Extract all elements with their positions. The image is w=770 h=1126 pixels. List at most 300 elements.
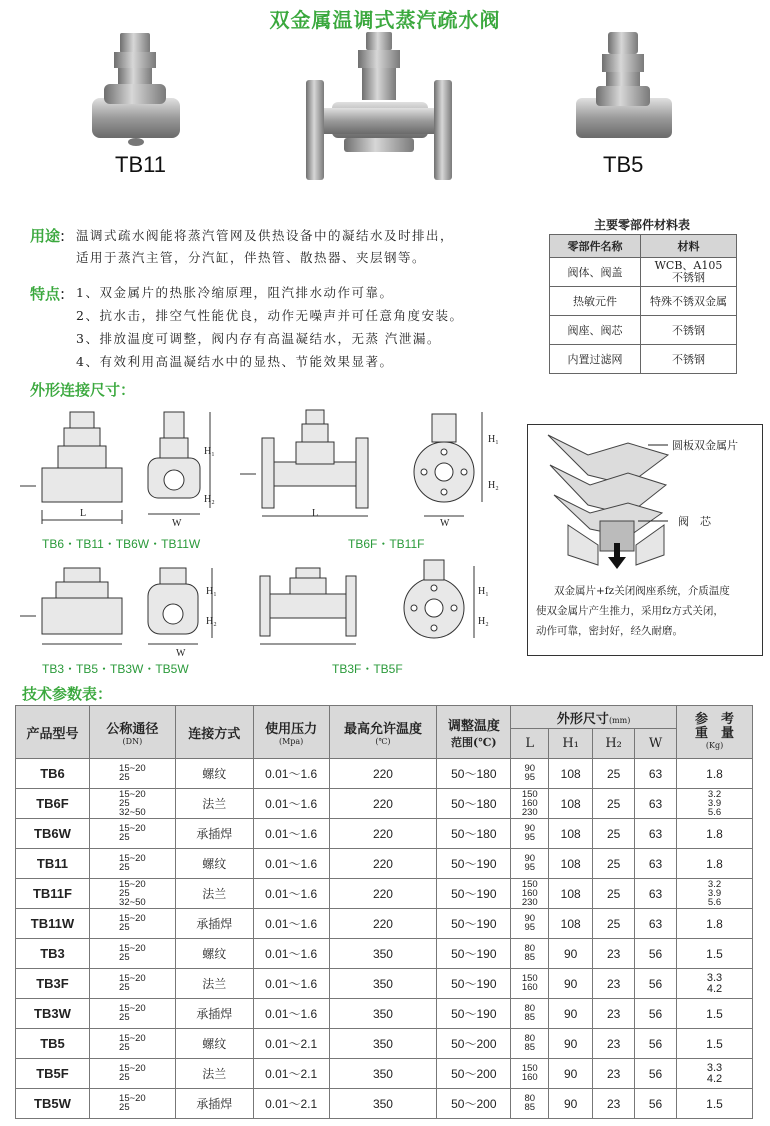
spec-header-w: W	[635, 729, 677, 759]
spec-dn	[89, 849, 175, 879]
spec-header-conn: 连接方式	[175, 706, 253, 759]
spec-header-dims-unit: (mm)	[608, 715, 631, 725]
spec-header-pressure	[253, 706, 329, 759]
tb5-photo	[576, 32, 672, 138]
spec-w: 56	[635, 1059, 677, 1089]
dim-l: L	[312, 508, 319, 519]
dim-h1: H₁	[488, 434, 499, 445]
spec-l-line: 160	[521, 1072, 538, 1083]
spec-weight-stack	[706, 857, 723, 871]
spec-header-weight	[677, 706, 753, 759]
spec-dn-line: 15~20	[119, 878, 146, 890]
spec-l-line: 150	[521, 973, 538, 984]
spec-maxtemp: 350	[329, 999, 437, 1029]
spec-l-stack	[522, 1064, 538, 1082]
features-label: 特点:	[30, 285, 66, 303]
spec-l-stack	[524, 944, 535, 962]
spec-header-pressure-text: 使用压力	[265, 721, 318, 737]
spec-dn-line: 25	[119, 982, 130, 993]
spec-weight-stack	[707, 1063, 722, 1085]
dim-h1: H₁	[478, 586, 489, 597]
spec-adjtemp: 50～180	[437, 789, 511, 819]
spec-l-line: 150	[521, 788, 538, 800]
spec-weight-stack	[708, 880, 721, 907]
spec-h1: 108	[549, 759, 593, 789]
spec-adjtemp: 50～190	[437, 909, 511, 939]
spec-h1: 90	[549, 969, 593, 999]
spec-dn	[89, 909, 175, 939]
spec-l	[511, 1029, 549, 1059]
spec-pressure: 0.01～1.6	[253, 759, 329, 789]
spec-h1: 108	[549, 819, 593, 849]
spec-header-adjtemp-text: 调整温度	[447, 718, 500, 734]
spec-l-line: 160	[521, 887, 538, 899]
materials-value	[641, 258, 737, 287]
spec-l-stack	[524, 914, 535, 932]
spec-w: 63	[635, 879, 677, 909]
spec-conn: 法兰	[175, 969, 253, 999]
spec-w: 63	[635, 789, 677, 819]
spec-pressure: 0.01～1.6	[253, 849, 329, 879]
spec-dn-stack	[119, 974, 146, 992]
spec-header-adjtemp	[437, 706, 511, 759]
spec-maxtemp: 220	[329, 759, 437, 789]
spec-l	[511, 819, 549, 849]
dim-h2: H₂	[478, 616, 489, 627]
spec-header-weight-unit: (Kg)	[705, 741, 724, 750]
spec-weight-line: 3.9	[707, 887, 722, 899]
spec-model: TB6	[16, 759, 90, 789]
spec-h1: 90	[549, 1089, 593, 1119]
label-core: 阀 芯	[678, 515, 711, 528]
spec-pressure: 0.01～1.6	[253, 999, 329, 1029]
spec-section-label: 技术参数表：	[22, 685, 113, 703]
spec-h1: 90	[549, 1059, 593, 1089]
spec-weight-line: 1.5	[706, 1006, 723, 1021]
spec-l-line: 95	[524, 862, 536, 873]
spec-h2: 25	[593, 819, 635, 849]
spec-dn	[89, 789, 175, 819]
spec-h1: 108	[549, 849, 593, 879]
spec-pressure: 0.01～1.6	[253, 879, 329, 909]
spec-model: TB11W	[16, 909, 90, 939]
spec-adjtemp: 50～190	[437, 939, 511, 969]
spec-maxtemp: 220	[329, 909, 437, 939]
page-title: 双金属温调式蒸汽疏水阀	[269, 8, 501, 32]
spec-dn-line: 15~20	[119, 788, 146, 800]
spec-conn: 法兰	[175, 789, 253, 819]
spec-h2: 23	[593, 969, 635, 999]
spec-w: 63	[635, 819, 677, 849]
dim-h2: H₂	[488, 480, 499, 491]
spec-dn-stack	[119, 944, 146, 962]
spec-adjtemp: 50～190	[437, 849, 511, 879]
dim-w: W	[172, 518, 182, 529]
spec-row	[16, 879, 753, 909]
spec-l-line: 85	[524, 1042, 536, 1053]
spec-model: TB3	[16, 939, 90, 969]
spec-weight-stack	[708, 790, 721, 817]
spec-adjtemp: 50～180	[437, 759, 511, 789]
spec-row	[16, 789, 753, 819]
spec-h2: 23	[593, 1059, 635, 1089]
spec-pressure: 0.01～1.6	[253, 789, 329, 819]
spec-weight	[677, 849, 753, 879]
caption-tb3: TB3・TB5・TB3W・TB5W	[42, 662, 189, 676]
spec-model: TB5W	[16, 1089, 90, 1119]
spec-weight	[677, 1029, 753, 1059]
spec-weight-line: 1.5	[706, 1096, 723, 1111]
spec-dn	[89, 939, 175, 969]
spec-l-stack	[524, 1034, 535, 1052]
spec-weight	[677, 999, 753, 1029]
spec-h1: 108	[549, 879, 593, 909]
cutaway-diagram	[527, 424, 763, 656]
spec-header-h1: H₁	[549, 729, 593, 759]
diagram-note-line: 动作可靠，密封好，经久耐磨。	[536, 625, 683, 637]
spec-dn-line: 25	[119, 772, 130, 783]
spec-row	[16, 819, 753, 849]
spec-model: TB6F	[16, 789, 90, 819]
spec-dn-stack	[119, 880, 146, 907]
spec-weight	[677, 789, 753, 819]
spec-w: 63	[635, 909, 677, 939]
spec-dn-stack	[119, 1094, 146, 1112]
spec-header-h2: H₂	[593, 729, 635, 759]
spec-conn: 螺纹	[175, 939, 253, 969]
spec-weight-line: 3.2	[707, 878, 722, 890]
dim-h1: H₁	[206, 586, 217, 597]
spec-pressure: 0.01～1.6	[253, 939, 329, 969]
spec-dn-stack	[119, 790, 146, 817]
spec-model: TB5F	[16, 1059, 90, 1089]
spec-weight	[677, 819, 753, 849]
photo-label-tb11: TB11	[115, 152, 166, 177]
spec-row	[16, 1029, 753, 1059]
spec-weight	[677, 879, 753, 909]
spec-header-dn-text: 公称通径	[106, 721, 159, 737]
materials-value: 不锈钢	[641, 316, 737, 345]
dims-section-label: 外形连接尺寸：	[30, 381, 136, 399]
spec-l	[511, 1059, 549, 1089]
diagram-notes	[536, 581, 758, 641]
spec-l-line: 90	[524, 913, 536, 924]
spec-maxtemp: 220	[329, 789, 437, 819]
spec-conn: 螺纹	[175, 849, 253, 879]
dim-l: L	[80, 508, 87, 519]
spec-conn: 法兰	[175, 1059, 253, 1089]
spec-dn-line: 15~20	[119, 973, 146, 984]
spec-dn-line: 32~50	[119, 806, 146, 818]
dim-h2: H₂	[204, 494, 215, 505]
spec-h2: 25	[593, 909, 635, 939]
spec-dn	[89, 969, 175, 999]
spec-dn-line: 15~20	[119, 1003, 146, 1014]
spec-conn: 螺纹	[175, 759, 253, 789]
spec-h1: 90	[549, 1029, 593, 1059]
spec-adjtemp: 50～200	[437, 1029, 511, 1059]
spec-maxtemp: 350	[329, 969, 437, 999]
spec-pressure: 0.01～2.1	[253, 1059, 329, 1089]
spec-header-dims	[511, 706, 677, 729]
spec-pressure: 0.01～2.1	[253, 1089, 329, 1119]
spec-adjtemp: 50～190	[437, 999, 511, 1029]
spec-model: TB11F	[16, 879, 90, 909]
spec-weight-line: 5.6	[707, 806, 722, 818]
spec-h2: 25	[593, 759, 635, 789]
spec-maxtemp: 350	[329, 1029, 437, 1059]
spec-weight-stack	[706, 827, 723, 841]
spec-w: 56	[635, 1029, 677, 1059]
spec-l-line: 85	[524, 1102, 536, 1113]
spec-l-line: 90	[524, 823, 536, 834]
spec-dn-line: 15~20	[119, 943, 146, 954]
spec-header-l: L	[511, 729, 549, 759]
spec-header-pressure-unit: (Mpa)	[278, 736, 304, 746]
spec-dn	[89, 819, 175, 849]
usage-line-2: 适用于蒸汽主管，分汽缸，伴热管、散热器、夹层钢等。	[76, 250, 427, 265]
spec-l	[511, 969, 549, 999]
spec-dn-line: 25	[119, 952, 130, 963]
spec-model: TB3W	[16, 999, 90, 1029]
spec-l-line: 95	[524, 832, 536, 843]
spec-w: 63	[635, 849, 677, 879]
spec-header-dims-text: 外形尺寸	[556, 711, 609, 727]
spec-row	[16, 849, 753, 879]
spec-adjtemp: 50～190	[437, 969, 511, 999]
spec-dn-line: 25	[119, 887, 130, 899]
spec-h2: 25	[593, 789, 635, 819]
spec-dn-stack	[119, 764, 146, 782]
spec-l	[511, 1089, 549, 1119]
spec-conn: 承插焊	[175, 819, 253, 849]
spec-dn	[89, 1059, 175, 1089]
spec-dn-stack	[119, 824, 146, 842]
spec-header-dn	[89, 706, 175, 759]
spec-weight	[677, 1089, 753, 1119]
spec-row	[16, 999, 753, 1029]
spec-weight-line: 1.8	[706, 916, 723, 931]
spec-weight-line: 4.2	[706, 1072, 723, 1085]
spec-weight-stack	[706, 767, 723, 781]
spec-dn-line: 15~20	[119, 913, 146, 924]
materials-value: 不锈钢	[641, 345, 737, 374]
spec-conn: 承插焊	[175, 999, 253, 1029]
spec-dn-line: 15~20	[119, 763, 146, 774]
spec-maxtemp: 350	[329, 939, 437, 969]
materials-part: 阀座、阀芯	[550, 316, 641, 345]
spec-row	[16, 939, 753, 969]
spec-dn-stack	[119, 1034, 146, 1052]
spec-row	[16, 909, 753, 939]
spec-weight-line: 1.8	[706, 766, 723, 781]
spec-l-line: 95	[524, 772, 536, 783]
spec-l-stack	[524, 1094, 535, 1112]
spec-l	[511, 939, 549, 969]
label-bimetal: 圆板双金属片	[672, 439, 738, 452]
spec-weight-line: 5.6	[707, 896, 722, 908]
spec-w: 63	[635, 759, 677, 789]
spec-weight	[677, 969, 753, 999]
spec-dn-stack	[119, 854, 146, 872]
spec-dn	[89, 759, 175, 789]
spec-weight-stack	[707, 973, 722, 995]
spec-h2: 25	[593, 849, 635, 879]
spec-adjtemp: 50～180	[437, 819, 511, 849]
dim-w: W	[440, 518, 450, 529]
spec-l-line: 160	[521, 797, 538, 809]
spec-weight	[677, 1059, 753, 1089]
spec-h1: 90	[549, 999, 593, 1029]
spec-l-line: 80	[524, 1003, 536, 1014]
feature-item: 3、排放温度可调整，阀内存有高温凝结水，无蒸 汽泄漏。	[76, 331, 441, 346]
spec-maxtemp: 350	[329, 1059, 437, 1089]
spec-header-adjtemp-unit: 范围(℃)	[451, 735, 497, 749]
spec-l-stack	[524, 764, 535, 782]
spec-row	[16, 759, 753, 789]
spec-l-stack	[522, 880, 538, 907]
spec-weight-line: 3.9	[707, 797, 722, 809]
spec-l	[511, 789, 549, 819]
spec-h2: 23	[593, 939, 635, 969]
spec-l-line: 90	[524, 853, 536, 864]
spec-dn-line: 32~50	[119, 896, 146, 908]
caption-tb6f: TB6F・TB11F	[348, 537, 425, 551]
spec-dn-line: 25	[119, 1012, 130, 1023]
spec-dn	[89, 999, 175, 1029]
spec-l-stack	[524, 1004, 535, 1022]
dim-h2: H₂	[206, 616, 217, 627]
spec-l-line: 230	[521, 896, 538, 908]
spec-conn: 承插焊	[175, 1089, 253, 1119]
spec-l-line: 80	[524, 1093, 536, 1104]
spec-weight	[677, 759, 753, 789]
spec-dn	[89, 1029, 175, 1059]
spec-weight-line: 4.2	[706, 982, 723, 995]
spec-header-weight-text: 参 考 重 量	[695, 712, 735, 741]
spec-weight	[677, 939, 753, 969]
dim-w: W	[176, 648, 186, 659]
usage-label-text: 用途	[30, 227, 61, 245]
materials-header-part: 零部件名称	[550, 235, 641, 258]
spec-h2: 23	[593, 1089, 635, 1119]
spec-model: TB5	[16, 1029, 90, 1059]
spec-adjtemp: 50～200	[437, 1089, 511, 1119]
spec-h2: 23	[593, 1029, 635, 1059]
spec-maxtemp: 220	[329, 819, 437, 849]
dim-h1: H₁	[204, 446, 215, 457]
spec-w: 56	[635, 1089, 677, 1119]
spec-dn-stack	[119, 914, 146, 932]
spec-weight-line: 3.2	[707, 788, 722, 800]
spec-header-maxtemp-unit: (℃)	[375, 736, 391, 746]
diagram-note-line: 双金属片+fz关闭阀座系统，介质温度	[554, 585, 730, 597]
spec-dn-line: 15~20	[119, 1063, 146, 1074]
spec-w: 56	[635, 969, 677, 999]
spec-l-line: 95	[524, 922, 536, 933]
caption-tb6: TB6・TB11・TB6W・TB11W	[42, 537, 201, 551]
spec-h1: 108	[549, 789, 593, 819]
spec-dn-line: 25	[119, 797, 130, 809]
spec-dn-stack	[119, 1064, 146, 1082]
spec-l-line: 150	[521, 878, 538, 890]
spec-dn-line: 15~20	[119, 1033, 146, 1044]
spec-row	[16, 1059, 753, 1089]
spec-dn-line: 15~20	[119, 1093, 146, 1104]
spec-w: 56	[635, 939, 677, 969]
spec-dn-line: 15~20	[119, 853, 146, 864]
tb11-photo	[92, 33, 180, 146]
spec-dn-line: 25	[119, 1072, 130, 1083]
spec-weight	[677, 909, 753, 939]
spec-row	[16, 969, 753, 999]
materials-title: 主要零部件材料表	[593, 218, 690, 232]
spec-header-dn-unit: (DN)	[122, 736, 143, 746]
spec-dn-line: 25	[119, 1102, 130, 1113]
spec-conn: 法兰	[175, 879, 253, 909]
spec-l	[511, 879, 549, 909]
spec-weight-line: 3.3	[706, 971, 723, 984]
spec-l-stack	[522, 790, 538, 817]
spec-l	[511, 849, 549, 879]
spec-weight-stack	[706, 917, 723, 931]
spec-conn: 承插焊	[175, 909, 253, 939]
materials-table	[549, 234, 737, 374]
materials-part: 热敏元件	[550, 287, 641, 316]
spec-weight-stack	[706, 1007, 723, 1021]
spec-header-model: 产品型号	[16, 706, 90, 759]
spec-l-line: 80	[524, 1033, 536, 1044]
spec-l-line: 90	[524, 763, 536, 774]
product-photos	[80, 30, 700, 210]
spec-conn: 螺纹	[175, 1029, 253, 1059]
spec-dn-line: 25	[119, 862, 130, 873]
spec-weight-line: 1.5	[706, 946, 723, 961]
spec-model: TB6W	[16, 819, 90, 849]
spec-dn-line: 25	[119, 1042, 130, 1053]
spec-weight-line: 3.3	[706, 1061, 723, 1074]
spec-row	[16, 1089, 753, 1119]
materials-value-line: 不锈钢	[672, 271, 705, 284]
spec-dn-line: 25	[119, 832, 130, 843]
flanged-valve-photo	[306, 32, 452, 180]
spec-weight-stack	[706, 1037, 723, 1051]
spec-pressure: 0.01～1.6	[253, 909, 329, 939]
usage-line-1: 温调式疏水阀能将蒸汽管网及供热设备中的凝结水及时排出，	[76, 228, 455, 243]
materials-part: 阀体、阀盖	[550, 258, 641, 287]
spec-table-body	[16, 759, 753, 1119]
spec-weight-line: 1.8	[706, 826, 723, 841]
materials-part: 内置过滤网	[550, 345, 641, 374]
spec-l-line: 80	[524, 943, 536, 954]
spec-weight-stack	[706, 947, 723, 961]
spec-l-stack	[522, 974, 538, 992]
spec-weight-stack	[706, 1097, 723, 1111]
spec-maxtemp: 220	[329, 879, 437, 909]
diagram-note-line: 使双金属片产生推力，采用fz方式关闭，	[536, 605, 724, 617]
spec-dn-line: 25	[119, 922, 130, 933]
spec-weight-line: 1.5	[706, 1036, 723, 1051]
spec-l-stack	[524, 854, 535, 872]
spec-adjtemp: 50～190	[437, 879, 511, 909]
spec-l	[511, 999, 549, 1029]
spec-l-line: 160	[521, 982, 538, 993]
feature-item: 2、抗水击，排空气性能优良，动作无噪声并可任意角度安装。	[76, 308, 464, 323]
spec-dn	[89, 1089, 175, 1119]
spec-adjtemp: 50～200	[437, 1059, 511, 1089]
spec-dn-line: 15~20	[119, 823, 146, 834]
spec-weight-line: 1.8	[706, 856, 723, 871]
